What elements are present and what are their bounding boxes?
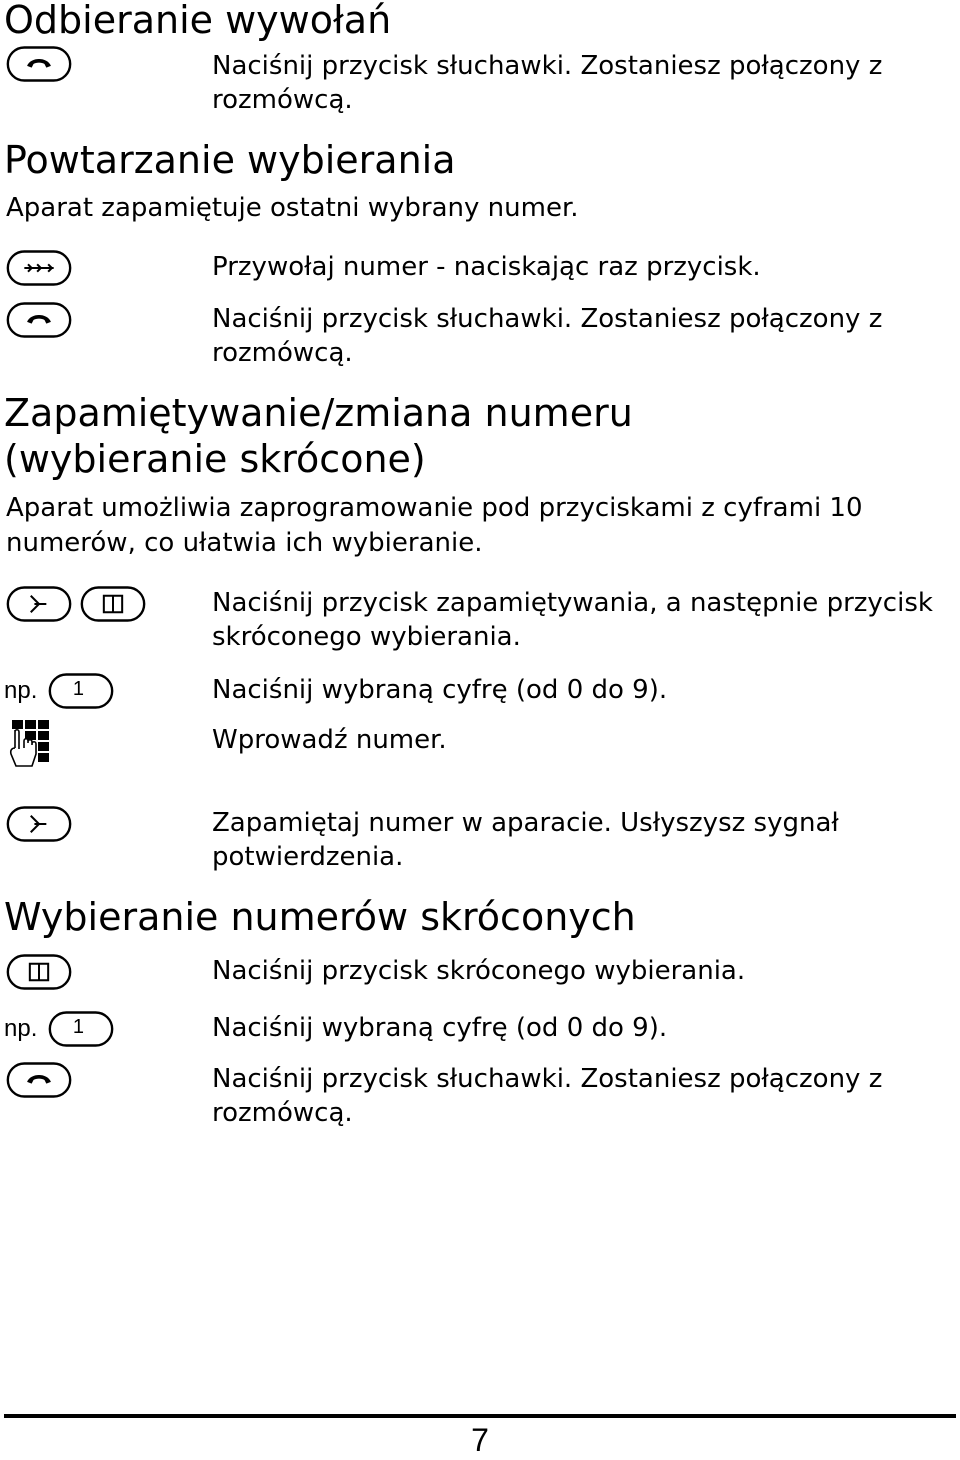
section-title-store-line-1: Zapamiętywanie/zmiana numeru: [4, 391, 633, 435]
example-prefix: np.: [4, 677, 38, 704]
speed-dial-step-1: Naciśnij przycisk skróconego wybierania.: [212, 956, 746, 986]
redial-step-1: Przywołaj numer - naciskając raz przycisk.: [212, 252, 761, 282]
store-step-4-line-2: potwierdzenia.: [212, 842, 404, 872]
handset-key-icon: [6, 1061, 72, 1099]
section-title-answering: Odbieranie wywołań: [4, 0, 392, 42]
store-intro-line-1: Aparat umożliwia zaprogramowanie pod przyciskami z cyframi 10: [6, 493, 863, 523]
store-step-4-line-1: Zapamiętaj numer w aparacie. Usłyszysz sygnał: [212, 808, 839, 838]
speed-dial-step-3-line-2: rozmówcą.: [212, 1098, 353, 1128]
example-prefix: np.: [4, 1015, 38, 1042]
digit-label: 1: [72, 1016, 84, 1038]
digit-key-icon: [48, 1010, 114, 1048]
redial-step-2-line-2: rozmówcą.: [212, 338, 353, 368]
handset-key-icon: [6, 45, 72, 83]
store-step-1-line-2: skróconego wybierania.: [212, 622, 521, 652]
store-step-2: Naciśnij wybraną cyfrę (od 0 do 9).: [212, 675, 668, 705]
store-step-1-line-1: Naciśnij przycisk zapamiętywania, a następnie przycisk: [212, 588, 933, 618]
speed-dial-step-2: Naciśnij wybraną cyfrę (od 0 do 9).: [212, 1013, 668, 1043]
redial-key-icon: [6, 249, 72, 287]
store-intro-line-2: numerów, co ułatwia ich wybieranie.: [6, 528, 483, 558]
speed-dial-step-3-line-1: Naciśnij przycisk słuchawki. Zostaniesz połączony z: [212, 1064, 883, 1094]
section-title-speed-dial: Wybieranie numerów skróconych: [4, 895, 636, 939]
footer-divider: [4, 1414, 956, 1418]
speed-dial-key-icon: [6, 953, 72, 991]
answering-step-1-line-2: rozmówcą.: [212, 85, 353, 115]
digit-key-icon: [48, 672, 114, 710]
handset-key-icon: [6, 301, 72, 339]
store-key-icon: [6, 585, 72, 623]
redial-intro: Aparat zapamiętuje ostatni wybrany numer.: [6, 193, 579, 223]
speed-dial-key-icon: [80, 585, 146, 623]
section-title-redial: Powtarzanie wybierania: [4, 138, 456, 182]
store-step-3: Wprowadź numer.: [212, 725, 447, 755]
keypad-icon: [8, 718, 54, 770]
section-title-store-line-2: (wybieranie skrócone): [4, 437, 426, 481]
digit-label: 1: [72, 678, 84, 700]
store-key-icon: [6, 805, 72, 843]
redial-step-2-line-1: Naciśnij przycisk słuchawki. Zostaniesz połączony z: [212, 304, 883, 334]
page-number: 7: [471, 1422, 489, 1458]
answering-step-1-line-1: Naciśnij przycisk słuchawki. Zostaniesz połączony z: [212, 51, 883, 81]
